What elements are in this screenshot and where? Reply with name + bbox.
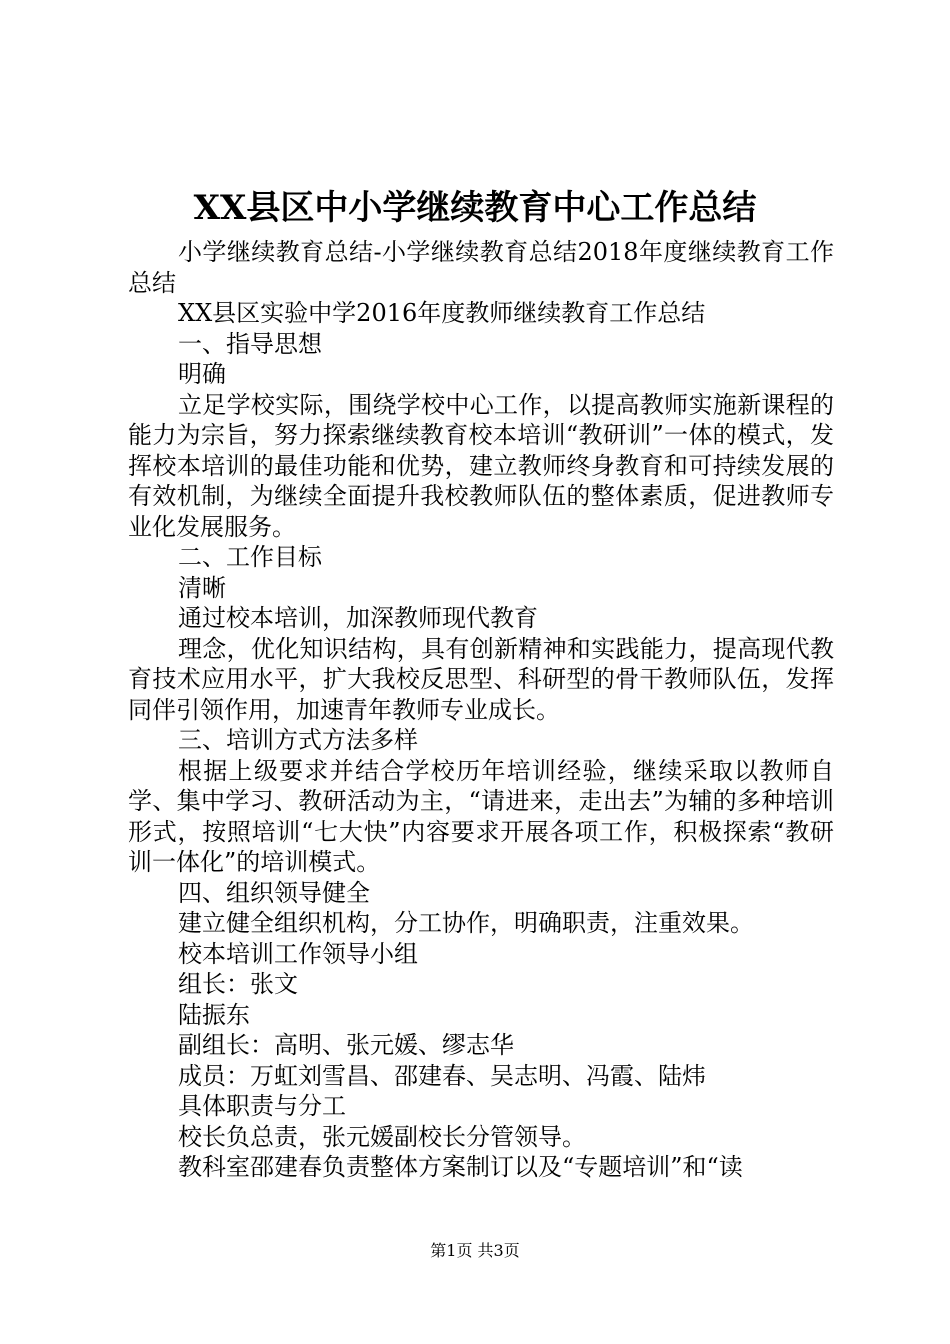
section-heading-4: 四、组织领导健全 bbox=[178, 878, 370, 907]
paragraph-15: 具体职责与分工 bbox=[178, 1092, 346, 1120]
section-heading-2: 二、工作目标 bbox=[178, 543, 322, 571]
section-heading-3: 三、培训方式方法多样 bbox=[178, 726, 418, 754]
paragraph-7: 理念，优化知识结构，具有创新精神和实践能力，提高现代教育技术应用水平，扩大我校反思型、科研型的骨干教师队伍，发挥同伴引领作用，加速青年教师专业成长。 bbox=[128, 634, 834, 724]
paragraph-1: 小学继续教育总结-小学继续教育总结2018年度继续教育工作总结 bbox=[128, 238, 834, 297]
paragraph-2: XX县区实验中学2016年度教师继续教育工作总结 bbox=[178, 299, 706, 327]
section-heading-1: 一、指导思想 bbox=[178, 329, 322, 358]
paragraph-12: 陆振东 bbox=[178, 1000, 250, 1029]
paragraph-11: 组长：张文 bbox=[178, 970, 298, 998]
paragraph-13: 副组长：高明、张元媛、缪志华 bbox=[178, 1031, 514, 1059]
paragraph-16: 校长负总责，张元媛副校长分管领导。 bbox=[178, 1122, 586, 1151]
document-title: XX县区中小学继续教育中心工作总结 bbox=[193, 188, 757, 228]
paragraph-17: 教科室邵建春负责整体方案制订以及“专题培训”和“读 bbox=[178, 1153, 743, 1181]
paragraph-10: 校本培训工作领导小组 bbox=[178, 939, 418, 968]
paragraph-5: 清晰 bbox=[178, 573, 226, 602]
paragraph-3: 明确 bbox=[178, 360, 226, 388]
paragraph-4: 立足学校实际，围绕学校中心工作，以提高教师实施新课程的能力为宗旨，努力探索继续教育校本培训“教研训”一体的模式，发挥校本培训的最佳功能和优势，建立教师终身教育和可持续发展的有效机制，为继续全面提升我校教师队伍的整体素质，促进教师专业化发展服务。 bbox=[128, 390, 834, 541]
document-body bbox=[128, 237, 834, 1183]
page-footer: 第1页 共3页 bbox=[430, 1241, 520, 1260]
paragraph-9: 建立健全组织机构，分工协作，明确职责，注重效果。 bbox=[178, 909, 754, 937]
paragraph-6: 通过校本培训，加深教师现代教育 bbox=[178, 604, 538, 632]
paragraph-14: 成员：万虹刘雪昌、邵建春、吴志明、冯霞、陆炜 bbox=[178, 1061, 706, 1090]
paragraph-8: 根据上级要求并结合学校历年培训经验，继续采取以教师自学、集中学习、教研活动为主，“请进来，走出去”为辅的多种培训形式，按照培训“七大快”内容要求开展各项工作，积极探索“教研训一体化”的培训模式。 bbox=[128, 756, 834, 876]
